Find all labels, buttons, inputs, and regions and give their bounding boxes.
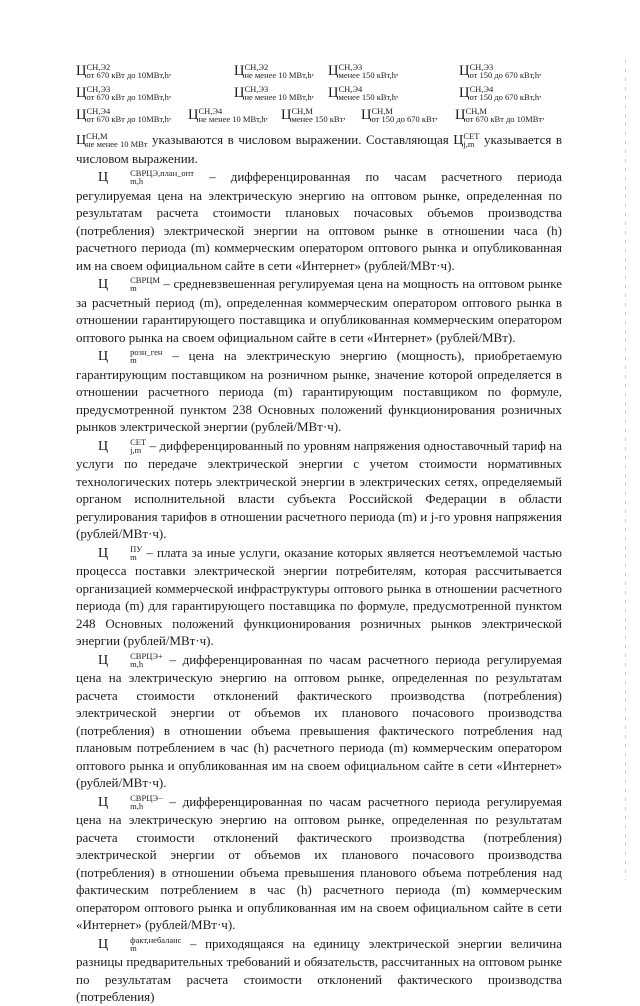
symbol-row-2 [76,82,562,104]
price-symbol: Ц СН,М от 150 до 670 кВт , [361,106,438,124]
price-symbol: Ц СН,Э4 менее 150 кВт,h , [328,84,399,102]
price-symbol: Ц СЕТ j,m [98,436,147,455]
price-symbol: Ц СВРЦЭ− m,h [98,792,163,811]
definition-paragraph: Ц СЕТ j,m – дифференцированный по уровням напряжения одноставочный тариф на услуги по передаче электрической энергии с учетом стоимости нормативных технологических потерь электрической энергии в электрических сетях, определяемый органом исполнительной власти субъекта Российской Федерации в области регулирования тарифов в отношении расчетного периода (m) и j-го уровня напряжения (рублей/МВт·ч). [76,436,562,541]
price-symbol: Ц СН,Э2 не менее 10 МВт,h , [234,62,314,80]
price-symbol: Ц СН,Э2 от 670 кВт до 10МВт,h , [76,62,172,80]
price-symbol: Ц СН,Э3 менее 150 кВт,h , [328,62,399,80]
price-symbol: Ц ПУ m [98,543,143,562]
price-symbol: Ц факт,небаланс m [98,934,182,953]
definition-paragraph: Ц СВРЦЭ+ m,h – дифференцированная по часам расчетного периода регулируемая цена на электрическую энергию на оптовом рынке, определенная по результатам расчета стоимости отклонений фактического производства (потребления) электрической энергии от объемов их планового почасового производства (потребления) в отношении объема превышения фактического потребления над плановым потреблением в час (h) расчетного периода (m) коммерческим оператором оптового рынка и опубликованная им на своем официальном сайте в сети «Интернет» (рублей/МВт·ч). [76,650,562,790]
definition-paragraph: Ц факт,небаланс m – приходящаяся на единицу электрической энергии величина разницы предварительных требований и обязательств, рассчитанных на оптовом рынке по результатам расчета стоимости отклонений фактического производства (потребления) [76,934,562,1004]
price-symbol: Ц СЕТ j,m [453,131,480,149]
definition-paragraph: Ц ПУ m – плата за иные услуги, оказание которых является неотъемлемой частью процесса поставки электрической энергии потребителям, которая рассчитывается организацией коммерческой инфраструктуры оптового рынка в отношении расчетного периода (m) для гарантирующего поставщика по формуле, предусмотренной пунктом 248 Основных положений функционирования розничных рынков электрической энергии (рублей/МВт·ч). [76,543,562,648]
price-symbol: Ц СН,М не менее 10 МВт [76,131,148,149]
price-symbol: Ц СВРЦМ m [98,275,160,293]
definition-paragraph: Ц СВРЦЭ− m,h – дифференцированная по часам расчетного периода регулируемая цена на электрическую энергию на оптовом рынке, определенная по результатам расчета стоимости отклонений фактического производства (потребления) электрической энергии от объемов их планового почасового производства (потребления) в отношении объема превышения планового объема потребления над фактическим потреблением в час (h) расчетного периода (m) коммерческим оператором оптового рынка и опубликованная им на своем официальном сайте в сети «Интернет» (рублей/МВт·ч). [76,792,562,932]
price-symbol: Ц СВРЦЭ,план_опт m,h [98,168,194,186]
symbol-row-1 [76,60,562,82]
price-symbol: Ц СВРЦЭ+ m,h [98,650,163,669]
symbol-row-3 [76,104,562,126]
price-symbol: Ц СН,Э4 от 150 до 670 кВт,h , [459,84,542,102]
price-symbol: Ц СН,Э3 от 670 кВт до 10МВт,h , [76,84,172,102]
price-symbol: Ц розн_ген m [98,347,163,365]
price-symbol: Ц СН,Э4 не менее 10 МВт,h , [188,106,268,124]
price-symbol: Ц СН,Э3 не менее 10 МВт,h , [234,84,314,102]
definition-paragraph: Ц СВРЦМ m – средневзвешенная регулируемая цена на мощность на оптовом рынке за расчетный период (m), определенная коммерческим оператором оптового рынка в отношении гарантирующего поставщика и опубликованная коммерческим оператором оптового рынка на своем официальном сайте в сети «Интернет» (рублей/МВт). [76,275,562,345]
price-symbol: Ц СН,Э3 от 150 до 670 кВт,h , [459,62,542,80]
scan-edge [625,60,626,880]
intro-paragraph: Ц СН,М не менее 10 МВт указываются в числовом выражении. Составляющая Ц СЕТ j,m указывается в числовом выражении. [76,131,562,166]
price-symbol: Ц СН,Э4 от 670 кВт до 10МВт,h , [76,106,172,124]
price-symbol: Ц СН,М менее 150 кВт , [281,106,346,124]
price-symbol: Ц СН,М от 670 кВт до 10МВт , [455,106,545,124]
definition-paragraph: Ц розн_ген m – цена на электрическую энергию (мощность), приобретаемую гарантирующим поставщиком на розничном рынке, значение которой определяется в отношении расчетного периода (m) гарантирующим поставщиком по формуле, предусмотренной пунктом 238 Основных положений функционирования розничных рынков электрической энергии (рублей/МВт·ч). [76,347,562,434]
definition-paragraph: Ц СВРЦЭ,план_опт m,h – дифференцированная по часам расчетного периода регулируемая цена на электрическую энергию на оптовом рынке, определенная по результатам расчета стоимости плановых почасовых объемов производства (потребления) электрической энергии на оптовом рынке в отношении часа (h) расчетного периода (m) коммерческим оператором оптового рынка и опубликованная им на своем официальном сайте в сети «Интернет» (рублей/МВт·ч). [76,168,562,273]
document-body [76,131,562,1006]
